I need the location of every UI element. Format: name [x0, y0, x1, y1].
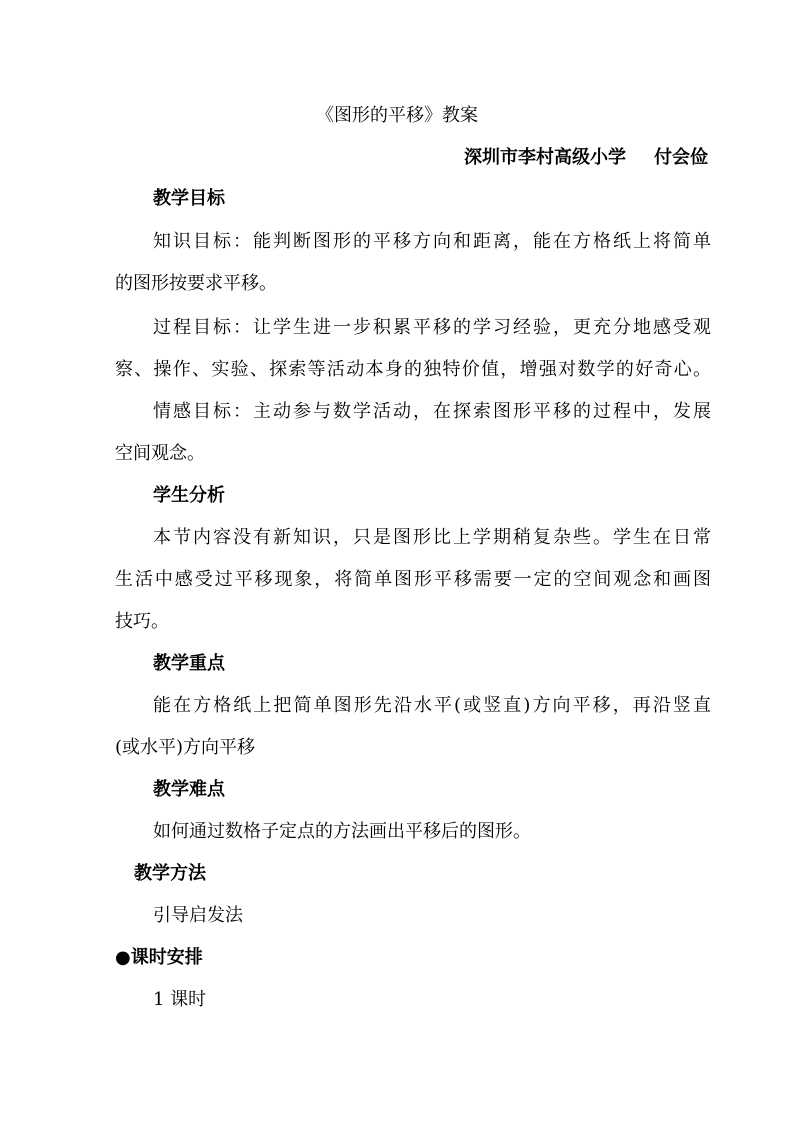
author-line: [464, 146, 708, 170]
goal-knowledge-line2: 的图形按要求平移。: [115, 273, 277, 294]
goal-emotion-line2: 空间观念。: [115, 443, 205, 464]
section-heading-methods: 教学方法: [134, 863, 206, 884]
goal-process-line1: 过程目标：让学生进一步积累平移的学习经验，更充分地感受观: [153, 317, 711, 338]
schedule-line1: 1 课时: [153, 989, 207, 1010]
section-heading-goals: 教学目标: [153, 188, 225, 209]
analysis-line1: 本节内容没有新知识，只是图形比上学期稍复杂些。学生在日常: [153, 527, 711, 548]
section-heading-difficulties: 教学难点: [153, 779, 225, 800]
schedule-heading-text: 课时安排: [130, 947, 203, 968]
document-title: 《图形的平移》教案: [316, 105, 478, 126]
author-name: 付会俭: [654, 147, 708, 168]
methods-line1: 引导启发法: [153, 905, 243, 926]
section-heading-key-points: 教学重点: [153, 653, 225, 674]
goal-emotion-line1: 情感目标：主动参与数学活动，在探索图形平移的过程中，发展: [153, 401, 711, 422]
section-heading-analysis: 学生分析: [153, 485, 225, 506]
key-points-line1: 能在方格纸上把简单图形先沿水平(或竖直)方向平移，再沿竖直: [153, 695, 711, 716]
goal-process-line2: 察、操作、实验、探索等活动本身的独特价值，增强对数学的好奇心。: [115, 359, 711, 380]
section-heading-schedule: [115, 946, 203, 970]
author-school: 深圳市李村高级小学: [464, 147, 626, 168]
goal-knowledge-line1: 知识目标：能判断图形的平移方向和距离，能在方格纸上将简单: [153, 231, 711, 252]
analysis-line2: 生活中感受过平移现象，将简单图形平移需要一定的空间观念和画图: [115, 569, 711, 590]
analysis-line3: 技巧。: [115, 611, 169, 632]
difficulties-line1: 如何通过数格子定点的方法画出平移后的图形。: [153, 821, 531, 842]
key-points-line2: (或水平)方向平移: [115, 737, 256, 758]
bullet-icon: ●: [115, 947, 131, 968]
